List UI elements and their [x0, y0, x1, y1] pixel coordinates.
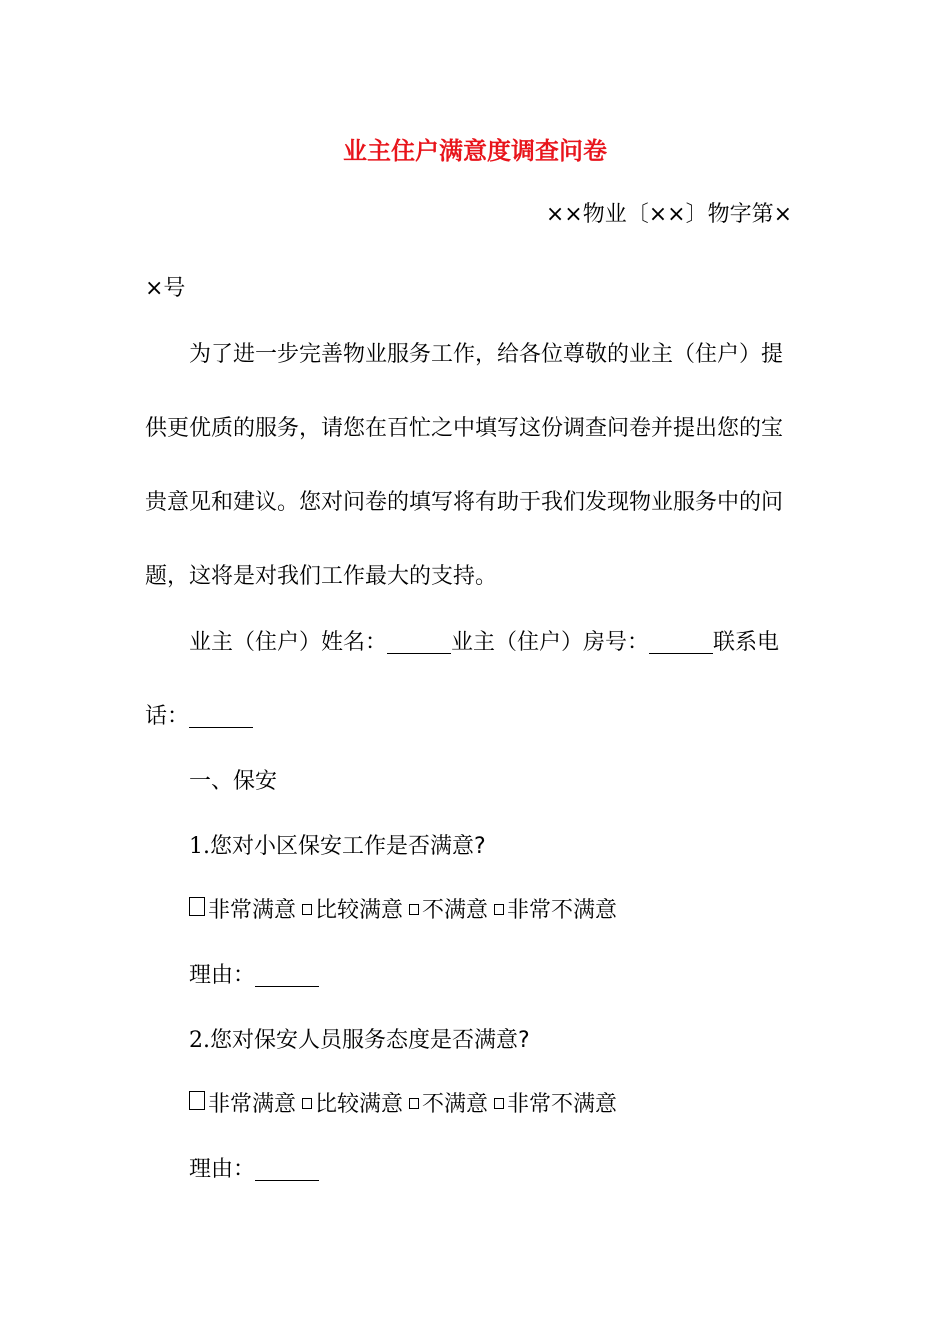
- room-number-field[interactable]: [649, 629, 713, 654]
- document-title: 业主住户满意度调查问卷: [343, 137, 607, 165]
- owner-info-row: [189, 629, 779, 657]
- document-number-line2: ×号: [145, 276, 186, 301]
- intro-line-2: 供更优质的服务，请您在百忙之中填写这份调查问卷并提出您的宝: [145, 416, 784, 441]
- phone-field[interactable]: [189, 703, 253, 728]
- room-number-label: 业主（住户）房号：: [451, 630, 650, 655]
- intro-line-4: 题，这将是对我们工作最大的支持。: [145, 564, 498, 589]
- option-label: 非常满意: [208, 898, 297, 923]
- question-number: 2.: [189, 1028, 210, 1053]
- checkbox-very-unsatisfied[interactable]: [494, 904, 504, 915]
- reason-field[interactable]: [255, 1156, 319, 1181]
- intro-line-1: 为了进一步完善物业服务工作，给各位尊敬的业主（住户）提: [189, 342, 784, 367]
- option-label: 不满意: [422, 898, 489, 923]
- checkbox-unsatisfied[interactable]: [409, 1098, 419, 1109]
- question-2-options: [189, 1091, 617, 1119]
- question-1-reason: [189, 962, 319, 990]
- question-1: [189, 833, 486, 861]
- document-number-line1: ××物业〔××〕物字第×: [545, 202, 792, 227]
- option-label: 比较满意: [315, 1092, 404, 1117]
- owner-name-field[interactable]: [387, 629, 451, 654]
- reason-field[interactable]: [255, 962, 319, 987]
- reason-label: 理由：: [189, 963, 256, 988]
- option-label: 非常不满意: [507, 898, 618, 923]
- checkbox-fairly-satisfied[interactable]: [302, 1098, 312, 1109]
- checkbox-very-satisfied[interactable]: [189, 1091, 205, 1110]
- reason-label: 理由：: [189, 1157, 256, 1182]
- checkbox-very-satisfied[interactable]: [189, 897, 205, 916]
- question-text: 您对小区保安工作是否满意?: [210, 834, 486, 859]
- checkbox-unsatisfied[interactable]: [409, 904, 419, 915]
- question-2-reason: [189, 1156, 319, 1184]
- owner-name-label: 业主（住户）姓名：: [189, 630, 388, 655]
- checkbox-fairly-satisfied[interactable]: [302, 904, 312, 915]
- option-label: 非常不满意: [507, 1092, 618, 1117]
- intro-line-3: 贵意见和建议。您对问卷的填写将有助于我们发现物业服务中的问: [145, 490, 784, 515]
- question-text: 您对保安人员服务态度是否满意?: [210, 1028, 530, 1053]
- phone-label-part2: 话：: [145, 704, 190, 729]
- section-heading-security: 一、保安: [189, 769, 278, 794]
- question-number: 1.: [189, 834, 210, 859]
- option-label: 不满意: [422, 1092, 489, 1117]
- option-label: 非常满意: [208, 1092, 297, 1117]
- phone-label-part1: 联系电: [713, 630, 780, 655]
- question-2: [189, 1027, 530, 1055]
- phone-row: [145, 703, 253, 731]
- question-1-options: [189, 897, 617, 925]
- checkbox-very-unsatisfied[interactable]: [494, 1098, 504, 1109]
- option-label: 比较满意: [315, 898, 404, 923]
